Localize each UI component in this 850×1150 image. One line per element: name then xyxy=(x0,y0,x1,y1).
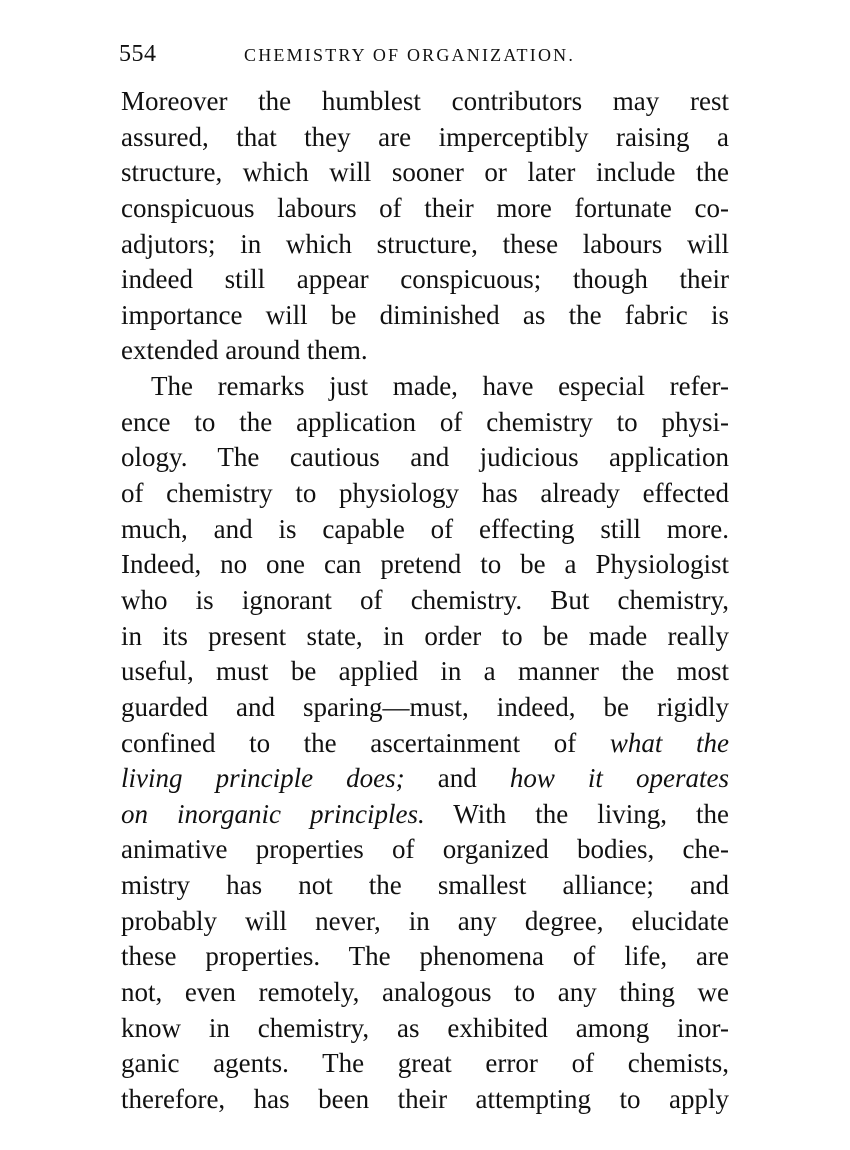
text-segment: With the living, the xyxy=(453,798,729,829)
body-text xyxy=(121,84,729,1118)
text-line: extended around them. xyxy=(121,335,368,366)
text-line: Indeed, no one can pretend to be a Physiologist xyxy=(121,549,729,580)
italic-segment: on inorganic principles. xyxy=(121,798,425,829)
text-line: Moreover the humblest contributors may rest xyxy=(121,86,729,116)
text-line: animative properties of organized bodies, che- xyxy=(121,834,729,865)
text-line: of chemistry to physiology has already effected xyxy=(121,478,729,509)
text-line: ganic agents. The great error of chemists, xyxy=(121,1048,729,1079)
running-head xyxy=(119,38,729,70)
text-line: ology. The cautious and judicious application xyxy=(121,442,729,473)
text-line: mistry has not the smallest alliance; and xyxy=(121,870,729,901)
paragraph-2 xyxy=(121,369,729,1117)
italic-segment: what the xyxy=(609,727,729,758)
text-line: much, and is capable of effecting still more. xyxy=(121,513,729,544)
text-line: conspicuous labours of their more fortunate co- xyxy=(121,192,729,223)
text-line: therefore, has been their attempting to apply xyxy=(121,1083,729,1114)
text-line-mixed xyxy=(121,797,729,833)
text-line: useful, must be applied in a manner the most xyxy=(121,656,729,687)
page-number: 554 xyxy=(119,41,157,67)
text-line: assured, that they are imperceptibly raising a xyxy=(121,121,729,152)
text-line: these properties. The phenomena of life, are xyxy=(121,941,729,972)
text-line: in its present state, in order to be made really xyxy=(121,620,729,651)
text-line: know in chemistry, as exhibited among inor- xyxy=(121,1012,729,1043)
text-line: ence to the application of chemistry to physi- xyxy=(121,406,729,437)
text-line: adjutors; in which structure, these labours will xyxy=(121,228,729,259)
text-line: not, even remotely, analogous to any thing we xyxy=(121,977,729,1008)
italic-segment: living principle does; xyxy=(121,763,405,794)
text-line: probably will never, in any degree, elucidate xyxy=(121,905,729,936)
italic-segment: how it operates xyxy=(509,763,729,794)
text-line: structure, which will sooner or later include the xyxy=(121,157,729,188)
running-title: CHEMISTRY OF ORGANIZATION. xyxy=(244,45,576,65)
text-line: importance will be diminished as the fabric is xyxy=(121,299,729,330)
paragraph-1 xyxy=(121,84,729,369)
text-line-mixed xyxy=(121,726,729,762)
text-segment: and xyxy=(437,763,477,794)
text-segment: confined to the ascertainment of xyxy=(121,727,577,758)
text-line: guarded and sparing—must, indeed, be rigidly xyxy=(121,691,729,722)
text-line-mixed xyxy=(121,761,729,797)
text-line: The remarks just made, have especial refer- xyxy=(151,371,729,402)
text-line: who is ignorant of chemistry. But chemistry, xyxy=(121,584,729,615)
text-line: indeed still appear conspicuous; though their xyxy=(121,264,729,295)
